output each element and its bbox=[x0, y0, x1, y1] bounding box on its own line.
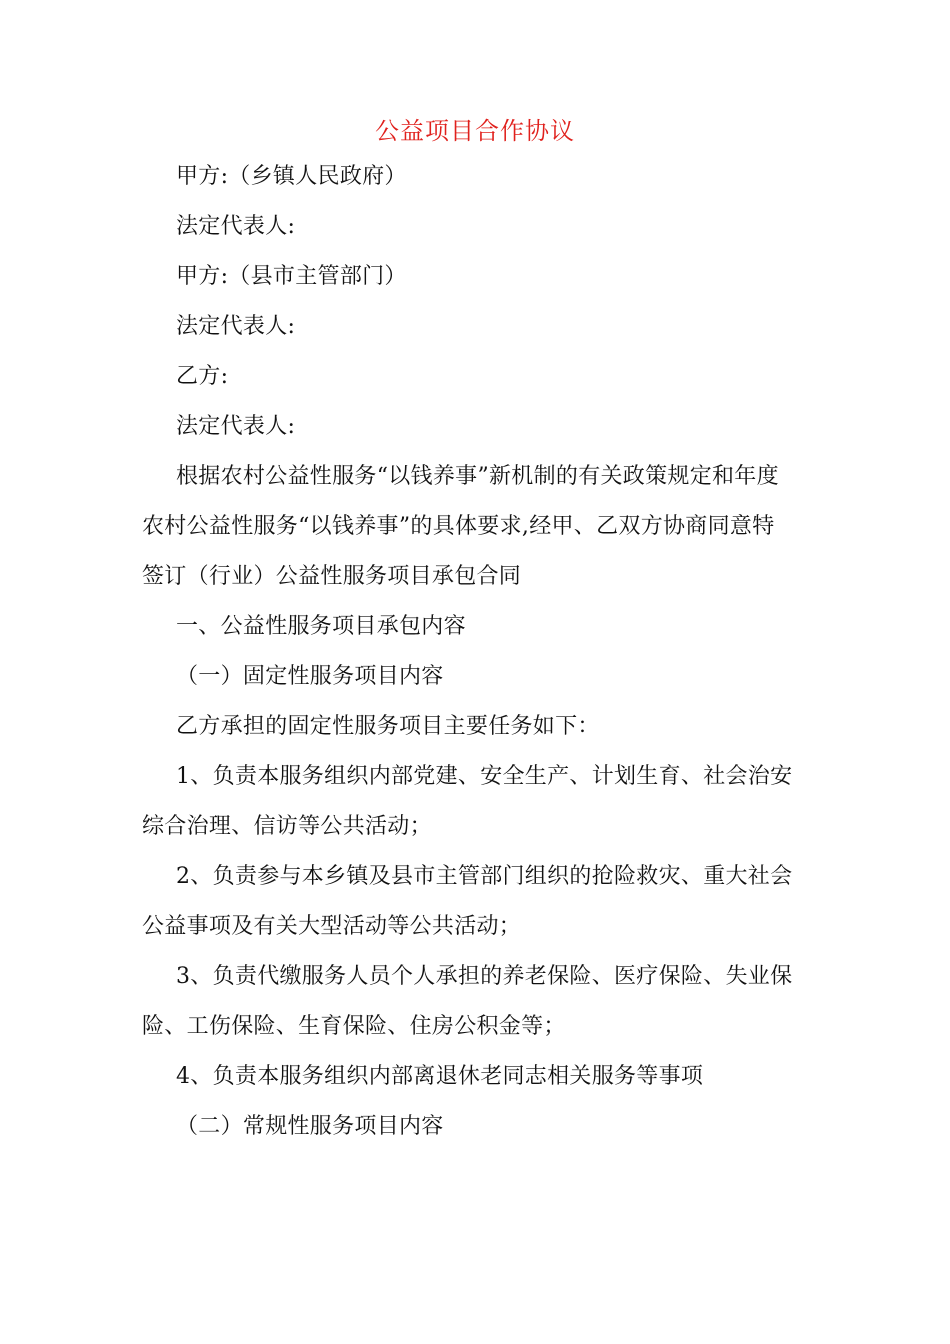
subsection-heading: （一）固定性服务项目内容 bbox=[176, 664, 444, 689]
list-item-line: 2、负责参与本乡镇及县市主管部门组织的抢险救灾、重大社会 bbox=[176, 864, 793, 889]
party-a-department: 甲方:（县市主管部门） bbox=[176, 264, 407, 289]
list-item-line: 综合治理、信访等公共活动； bbox=[142, 814, 432, 839]
party-b-label: 乙方: bbox=[176, 364, 229, 389]
preamble-line: 农村公益性服务“以钱养事”的具体要求,经甲、乙双方协商同意特 bbox=[142, 514, 775, 539]
paragraph-line: 乙方承担的固定性服务项目主要任务如下： bbox=[176, 714, 600, 739]
preamble-line: 签订（行业）公益性服务项目承包合同 bbox=[142, 564, 522, 589]
list-item-line: 1、负责本服务组织内部党建、安全生产、计划生育、社会治安 bbox=[176, 764, 793, 789]
document-title: 公益项目合作协议 bbox=[375, 117, 575, 145]
subsection-heading: （二）常规性服务项目内容 bbox=[176, 1114, 444, 1139]
list-item-line: 3、负责代缴服务人员个人承担的养老保险、医疗保险、失业保 bbox=[176, 964, 793, 989]
legal-representative-label: 法定代表人: bbox=[176, 314, 296, 339]
party-a-township: 甲方:（乡镇人民政府） bbox=[176, 164, 407, 189]
preamble-line: 根据农村公益性服务“以钱养事”新机制的有关政策规定和年度 bbox=[176, 464, 779, 489]
section-heading: 一、公益性服务项目承包内容 bbox=[176, 614, 466, 639]
legal-representative-label: 法定代表人: bbox=[176, 414, 296, 439]
legal-representative-label: 法定代表人: bbox=[176, 214, 296, 239]
list-item-line: 险、工伤保险、生育保险、住房公积金等； bbox=[142, 1014, 566, 1039]
list-item-line: 4、负责本服务组织内部离退休老同志相关服务等事项 bbox=[176, 1064, 704, 1089]
list-item-line: 公益事项及有关大型活动等公共活动； bbox=[142, 914, 522, 939]
